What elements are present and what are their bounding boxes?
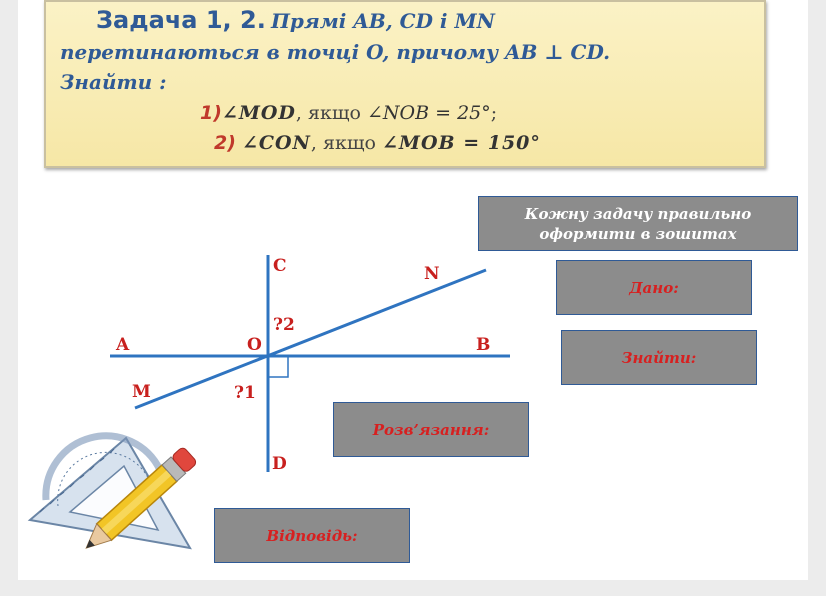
find-box: Знайти: bbox=[561, 330, 757, 385]
angle-question-2: ?2 bbox=[273, 315, 295, 335]
task-statement-part-1: Прямі AB, CD і MN bbox=[270, 9, 495, 33]
label-n: N bbox=[424, 264, 440, 284]
task-title: Задача 1, 2. bbox=[96, 6, 266, 34]
answer-box: Відповідь: bbox=[214, 508, 410, 563]
right-angle-marker bbox=[268, 356, 288, 377]
geometry-tools-icon bbox=[30, 436, 198, 556]
condition-1-angle: ∠MOD bbox=[221, 102, 296, 124]
instruction-note: Кожну задачу правильно оформити в зошитах bbox=[478, 196, 798, 251]
condition-1-end: ; bbox=[490, 102, 498, 124]
condition-2-number: 2) bbox=[214, 132, 236, 154]
label-m: M bbox=[132, 382, 151, 402]
label-d: D bbox=[272, 454, 287, 474]
task-find-label: Знайти : bbox=[60, 70, 167, 94]
line-mn bbox=[135, 270, 486, 408]
condition-2-angle: ∠CON bbox=[241, 132, 311, 154]
task-statement-part-2: перетинаються в точці O, причому AB ⊥ CD. bbox=[60, 40, 611, 64]
label-b: B bbox=[476, 335, 491, 355]
condition-2-word: , якщо bbox=[310, 132, 383, 154]
label-c: C bbox=[273, 256, 287, 276]
given-box: Дано: bbox=[556, 260, 752, 315]
condition-1-given: ∠NOB = 25° bbox=[366, 102, 491, 124]
condition-2-given: ∠MOB = 150° bbox=[382, 132, 541, 154]
label-o: O bbox=[247, 335, 262, 355]
solution-box: Розв’язання: bbox=[333, 402, 529, 457]
angle-question-1: ?1 bbox=[234, 383, 256, 403]
label-a: A bbox=[116, 335, 130, 355]
condition-1-number: 1) bbox=[200, 102, 222, 124]
condition-1-word: , якщо bbox=[295, 102, 367, 124]
